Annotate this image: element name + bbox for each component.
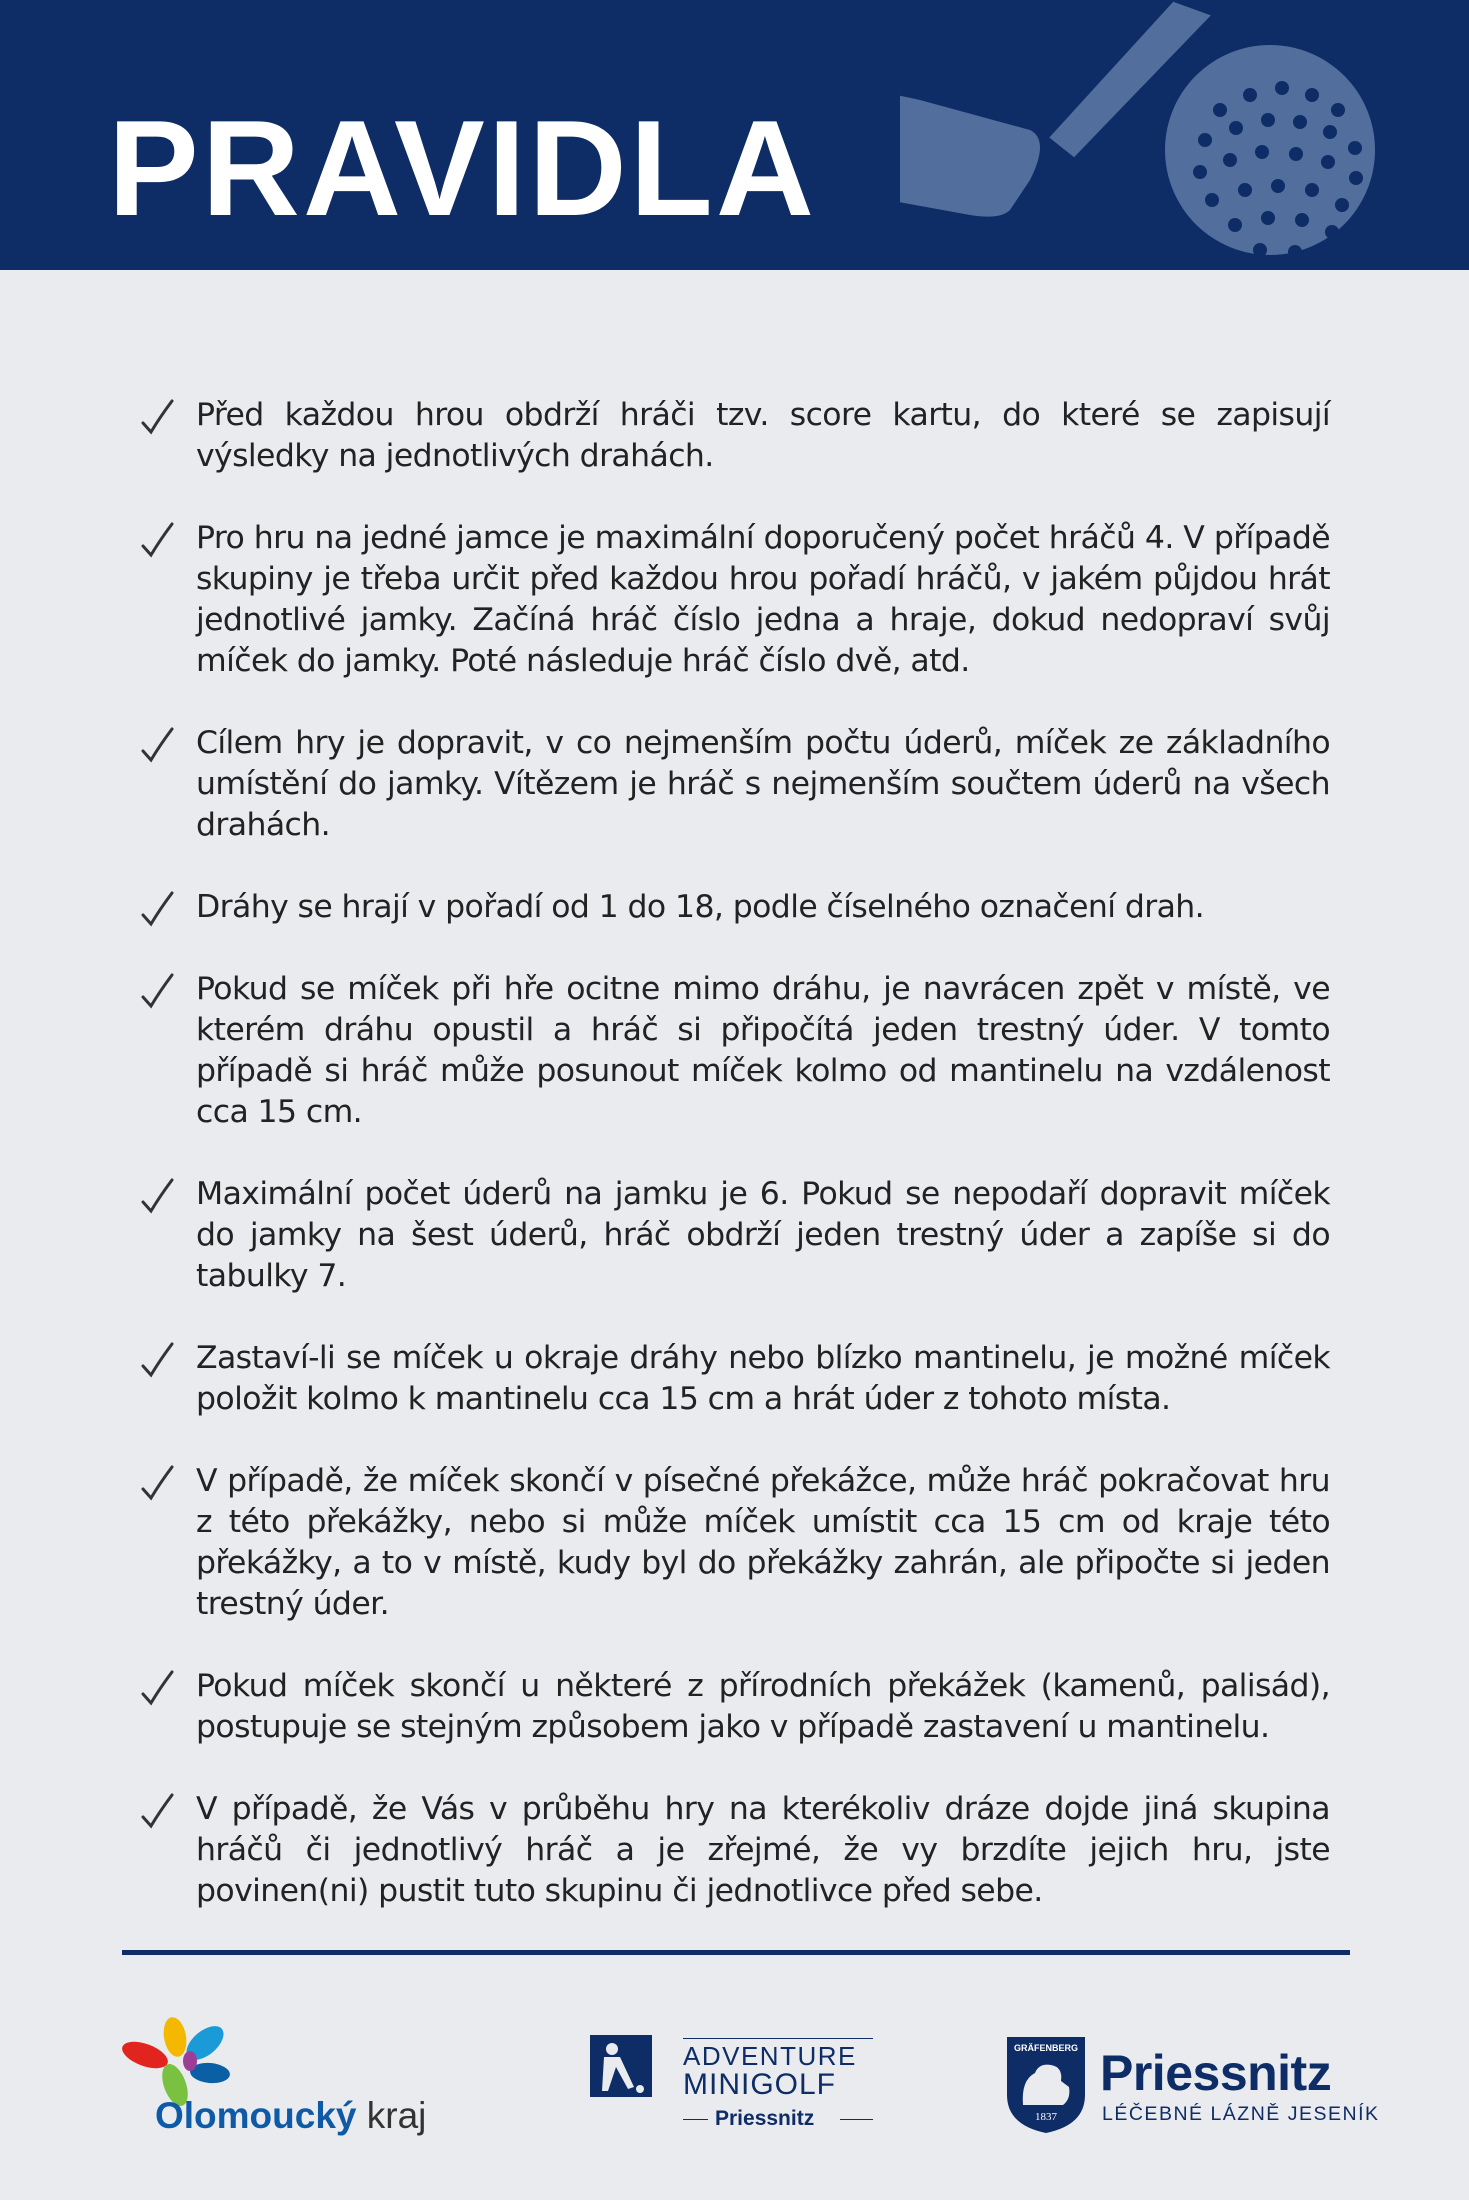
priessnitz-logo: [1005, 2035, 1380, 2145]
checkmark-icon: [140, 727, 174, 763]
badge-year-text: 1837: [1035, 2111, 1057, 2123]
checkmark-icon: [140, 522, 174, 558]
checkmark-icon: [140, 891, 174, 927]
olomoucky-wordmark: Olomoucký kraj: [155, 2095, 427, 2136]
minigolf-player-icon: [590, 2035, 652, 2097]
list-item: [140, 1174, 1330, 1297]
list-item: [140, 395, 1330, 477]
list-item: [140, 1666, 1330, 1748]
priessnitz-small-text: Priessnitz: [715, 2107, 815, 2130]
rule-text: Pro hru na jedné jamce je maximální doporučený počet hráčů 4. V případě skupiny je třeba určit před každou hrou pořadí hráčů, v jakém půjdou hrát jednotlivé jamky. Začíná hráč číslo jedna a hraje, dokud nedopraví svůj míček do jamky. Poté následuje hráč číslo dvě, atd.: [196, 520, 1330, 679]
badge-top-text: GRÄFENBERG: [1013, 2043, 1078, 2053]
adventure-minigolf-logo: [590, 2035, 890, 2135]
checkmark-icon: [140, 399, 174, 435]
page-title: PRAVIDLA: [108, 92, 818, 244]
divider-line: [840, 2119, 873, 2120]
rule-text: Maximální počet úderů na jamku je 6. Pokud se nepodaří dopravit míček do jamky na šest úderů, hráč obdrží jeden trestný úder a zapíše si do tabulky 7.: [196, 1176, 1330, 1294]
list-item: [140, 1338, 1330, 1420]
priessnitz-wordmark: Priessnitz: [1100, 2045, 1332, 2101]
rule-text: Pokud se míček při hře ocitne mimo dráhu, je navrácen zpět v místě, ve kterém dráhu opustil a hráč si připočítá jeden trestný úder. V tomto případě si hráč může posunout míček kolmo od mantinelu na vzdálenost cca 15 cm.: [196, 971, 1330, 1130]
rules-list: [140, 395, 1330, 1953]
minigolf-text: MINIGOLF: [683, 2068, 837, 2101]
rule-text: V případě, že Vás v průběhu hry na kterékoliv dráze dojde jiná skupina hráčů či jednotlivý hráč a je zřejmé, že vy brzdíte jejich hru, jste povinen(ni) pustit tuto skupinu či jednotlivce před sebe.: [196, 1791, 1330, 1909]
olomoucky-kraj-logo: [115, 2015, 495, 2135]
rule-text: Pokud míček skončí u některé z přírodních překážek (kamenů, palisád), postupuje se stejným způsobem jako v případě zastavení u mantinelu.: [196, 1668, 1330, 1745]
rule-text: Dráhy se hrají v pořadí od 1 do 18, podle číselného označení drah.: [196, 889, 1205, 925]
golf-club-and-ball-icon: [900, 0, 1400, 270]
checkmark-icon: [140, 1670, 174, 1706]
rule-text: Před každou hrou obdrží hráči tzv. score kartu, do které se zapisují výsledky na jednotlivých drahách.: [196, 397, 1330, 474]
list-item: [140, 969, 1330, 1133]
list-item: [140, 723, 1330, 846]
list-item: [140, 1789, 1330, 1912]
checkmark-icon: [140, 1178, 174, 1214]
checkmark-icon: [140, 973, 174, 1009]
divider-line: [683, 2119, 708, 2120]
priessnitz-subtitle: LÉČEBNÉ LÁZNĚ JESENÍK: [1102, 2103, 1380, 2125]
checkmark-icon: [140, 1465, 174, 1501]
checkmark-icon: [140, 1793, 174, 1829]
divider-line: [683, 2038, 873, 2039]
list-item: [140, 518, 1330, 682]
header-banner: [0, 0, 1469, 270]
rule-text: V případě, že míček skončí v písečné překážce, může hráč pokračovat hru z této překážky, nebo si může míček umístit cca 15 cm od kraje této překážky, a to v místě, kudy byl do překážky zahrán, ale připočte si jeden trestný úder.: [196, 1463, 1330, 1622]
rule-text: Zastaví-li se míček u okraje dráhy nebo blízko mantinelu, je možné míček položit kolmo k mantinelu cca 15 cm a hrát úder z tohoto místa.: [196, 1340, 1330, 1417]
rule-text: Cílem hry je dopravit, v co nejmenším počtu úderů, míček ze základního umístění do jamky. Vítězem je hráč s nejmenším součtem úderů na všech drahách.: [196, 725, 1330, 843]
list-item: [140, 1461, 1330, 1625]
list-item: [140, 887, 1330, 928]
checkmark-icon: [140, 1342, 174, 1378]
adventure-text: ADVENTURE: [683, 2041, 857, 2071]
footer-divider: [122, 1950, 1350, 1955]
